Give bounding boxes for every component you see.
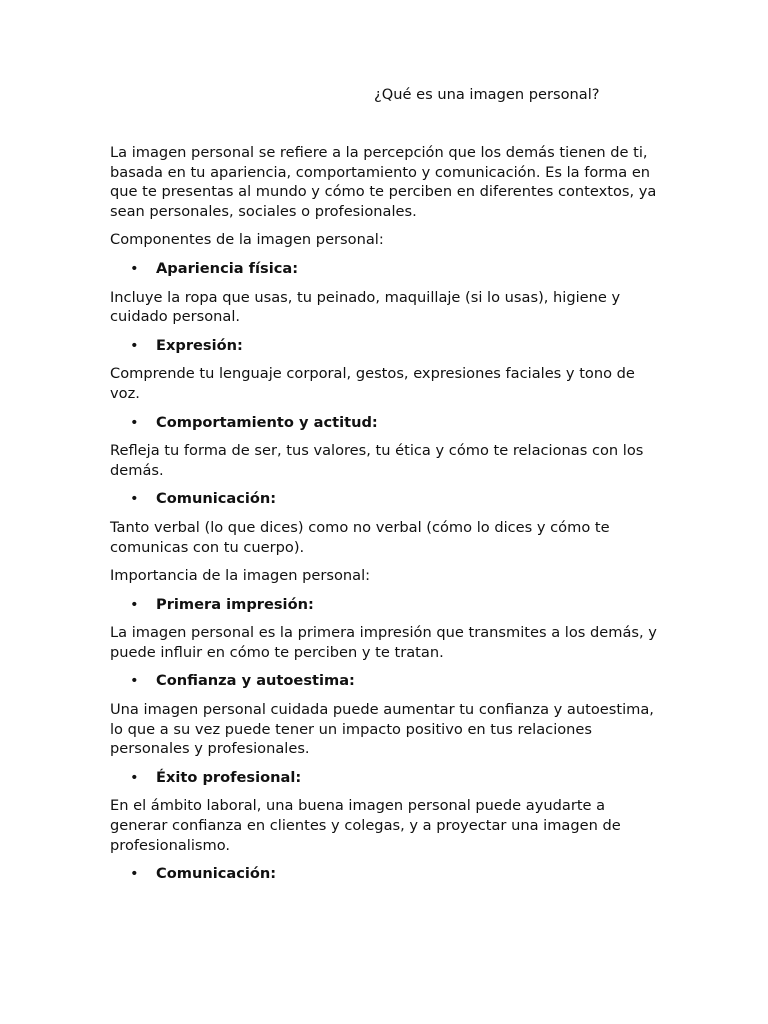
paragraph-expresion: Comprende tu lenguaje corporal, gestos, expresiones faciales y tono de voz. bbox=[110, 365, 635, 402]
bullet-label: Comunicación: bbox=[156, 865, 277, 883]
bullet-icon: • bbox=[130, 490, 139, 508]
bullet-item-comunicacion bbox=[110, 489, 666, 509]
bullet-icon: • bbox=[130, 259, 139, 277]
bullet-icon: • bbox=[130, 413, 139, 431]
bullet-icon: • bbox=[130, 336, 139, 354]
paragraph-primera-impresion: La imagen personal es la primera impresión que transmites a los demás, y puede influir en cómo te perciben y te tratan. bbox=[110, 624, 657, 661]
paragraph-comportamiento: Refleja tu forma de ser, tus valores, tu ética y cómo te relacionas con los demás. bbox=[110, 442, 644, 479]
bullet-item-comportamiento bbox=[110, 413, 666, 433]
bullet-icon: • bbox=[130, 865, 139, 883]
paragraph-exito: En el ámbito laboral, una buena imagen personal puede ayudarte a generar confianza en clientes y colegas, y a proyectar una imagen de profesionalismo. bbox=[110, 797, 621, 854]
paragraph-apariencia: Incluye la ropa que usas, tu peinado, maquillaje (si lo usas), higiene y cuidado personal. bbox=[110, 288, 621, 326]
bullet-label: Apariencia física: bbox=[156, 259, 299, 277]
bullet-label: Confianza y autoestima: bbox=[156, 672, 355, 690]
bullet-item-primera-impresion bbox=[110, 595, 666, 615]
bullet-item-exito bbox=[110, 768, 666, 788]
bullet-item-confianza bbox=[110, 671, 666, 691]
bullet-label: Expresión: bbox=[156, 336, 243, 354]
paragraph-comunicacion: Tanto verbal (lo que dices) como no verbal (cómo lo dices y cómo te comunicas con tu cuerpo). bbox=[110, 518, 610, 556]
bullet-icon: • bbox=[130, 595, 139, 613]
bullet-label: Primera impresión: bbox=[156, 595, 314, 613]
section-heading-importancia: Importancia de la imagen personal: bbox=[110, 567, 371, 585]
document-title: ¿Qué es una imagen personal? bbox=[374, 86, 600, 103]
bullet-item-apariencia bbox=[110, 259, 666, 279]
bullet-icon: • bbox=[130, 768, 139, 786]
paragraph-confianza: Una imagen personal cuidada puede aumentar tu confianza y autoestima, lo que a su vez puede tener un impacto positivo en tus relaciones personales y profesionales. bbox=[110, 701, 654, 758]
bullet-label: Éxito profesional: bbox=[156, 768, 302, 786]
section-heading-components: Componentes de la imagen personal: bbox=[110, 231, 384, 249]
bullet-item-expresion bbox=[110, 336, 666, 356]
bullet-item-comunicacion-2 bbox=[110, 864, 666, 884]
bullet-icon: • bbox=[130, 672, 139, 690]
paragraph-definition: La imagen personal se refiere a la percepción que los demás tienen de ti, basada en tu apariencia, comportamiento y comunicación. Es la forma en que te presentas al mundo y cómo te perciben en diferentes contextos, ya sean personales, sociales o profesionales. bbox=[110, 144, 657, 220]
bullet-label: Comunicación: bbox=[156, 490, 277, 508]
document-body bbox=[110, 143, 666, 893]
bullet-label: Comportamiento y actitud: bbox=[156, 413, 378, 431]
